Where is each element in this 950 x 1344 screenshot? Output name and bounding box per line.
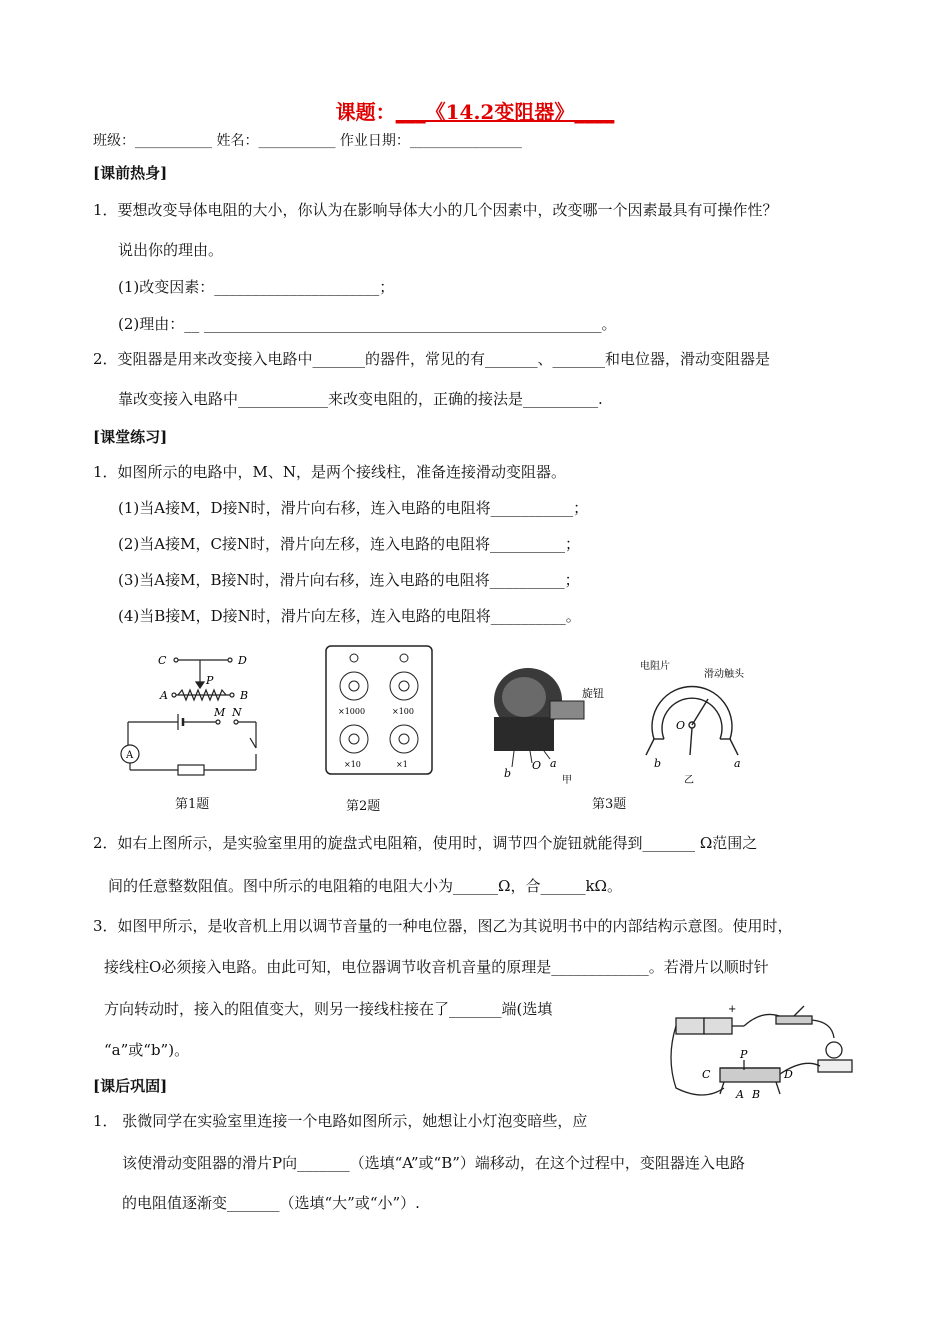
warmup-q1-line2: 说出你的理由。: [118, 241, 224, 259]
fig1-caption: 第1题: [175, 797, 210, 812]
fig2-label-x100: ×100: [392, 707, 414, 716]
classwork-q1-c: (3)当A接M，B接N时，滑片向右移，连入电路的电阻将__________；: [118, 571, 580, 589]
fig2-label-x10: ×10: [344, 760, 361, 769]
homework-q1-line2: 该使滑动变阻器的滑片P向_______（选填“A”或“B”）端移动，在这个过程中，变阻器连入电路: [122, 1154, 745, 1172]
fig3-label-piece: 电阻片: [640, 661, 670, 672]
fig3-label-a: a: [550, 757, 557, 770]
fig3-label-yi: 乙: [684, 775, 694, 785]
fig1-label-B: B: [240, 689, 249, 702]
classwork-q3-line3: 方向转动时，接入的阻值变大，则另一接线柱接在了_______端(选填: [104, 1000, 553, 1018]
warmup-q2-line1: 2．变阻器是用来改变接入电路中_______的器件，常见的有_______、_______和电位器，滑动变阻器是: [93, 350, 771, 368]
classwork-q3-line4: “a”或“b”)。: [104, 1041, 190, 1059]
warmup-q1-b: (2)理由：__ _____________________________________________________。: [118, 315, 617, 333]
classwork-q3-line1: 3．如图甲所示，是收音机上用以调节音量的一种电位器，图乙为其说明书中的内部结构示意图。使用时，: [93, 917, 793, 935]
fig1-label-A: A: [160, 689, 168, 702]
fig2-caption: 第2题: [346, 799, 381, 814]
section-warmup-heading: [课前热身]: [93, 164, 168, 182]
hw-fig-label-B: B: [752, 1088, 761, 1101]
section-homework-heading: [课后巩固]: [93, 1077, 168, 1095]
classwork-q1-b: (2)当A接M，C接N时，滑片向左移，连入电路的电阻将__________；: [118, 535, 581, 553]
student-info-line: 班级：___________ 姓名：___________ 作业日期：________________: [93, 133, 522, 149]
title-main: ___《14.2变阻器》____: [395, 100, 615, 124]
fig1-ammeter-label: A: [126, 750, 134, 761]
warmup-q2-line2: 靠改变接入电路中____________来改变电阻的，正确的接法是__________.: [118, 390, 603, 408]
fig3-label-jia: 甲: [562, 775, 572, 785]
title-prefix: 课题：: [335, 100, 396, 124]
classwork-q1-d: (4)当B接M，D接N时，滑片向左移，连入电路的电阻将__________。: [118, 607, 581, 625]
homework-q1-line3: 的电阻值逐渐变_______（选填“大”或“小”）.: [122, 1194, 420, 1212]
fig2-resistance-box: [324, 644, 434, 776]
hw-fig-label-D: D: [784, 1068, 793, 1081]
fig3-potentiometer: [484, 655, 780, 785]
page-title: [0, 96, 950, 125]
section-classwork-heading: [课堂练习]: [93, 428, 168, 446]
fig3-label-knob: 旋钮: [582, 687, 604, 700]
warmup-q1-line1: 1．要想改变导体电阻的大小，你认为在影响导体大小的几个因素中，改变哪一个因素最具有可操作性？: [93, 201, 778, 219]
warmup-q1-a: (1)改变因素：______________________；: [118, 278, 395, 296]
fig3-label-b2: b: [654, 757, 662, 770]
fig3-diagram-yi: [646, 687, 738, 755]
fig3-label-a2: a: [734, 757, 741, 770]
classwork-q2-line1: 2．如右上图所示，是实验室里用的旋盘式电阻箱，使用时，调节四个旋钮就能得到_______ Ω范围之: [93, 834, 758, 852]
fig1-label-M: M: [214, 706, 226, 719]
classwork-q2-line2: 间的任意整数阻值。图中所示的电阻箱的电阻大小为______Ω，合______kΩ。: [108, 877, 622, 895]
fig3-label-O: O: [532, 759, 542, 772]
fig3-photo-jia: [494, 668, 584, 767]
fig1-label-P: P: [206, 674, 214, 687]
fig1-label-N: N: [232, 706, 242, 719]
classwork-q1-a: (1)当A接M，D接N时，滑片向右移，连入电路的电阻将___________；: [118, 499, 589, 517]
fig2-label-x1: ×1: [396, 760, 408, 769]
homework-circuit-figure: [664, 998, 864, 1106]
fig3-caption: 第3题: [592, 797, 627, 812]
classwork-q3-line2: 接线柱O必须接入电路。由此可知，电位器调节收音机音量的原理是_____________。若滑片以顺时针: [104, 958, 769, 976]
hw-fig-label-P: P: [740, 1048, 748, 1061]
hw-fig-label-A: A: [736, 1088, 744, 1101]
fig1-circuit-diagram: [118, 650, 268, 780]
fig3-label-b: b: [504, 767, 512, 780]
classwork-q1-intro: 1．如图所示的电路中，M、N，是两个接线柱，准备连接滑动变阻器。: [93, 463, 567, 481]
fig2-label-x1000: ×1000: [338, 707, 366, 716]
hw-fig-label-C: C: [702, 1068, 711, 1081]
fig3-label-O2: O: [676, 719, 686, 732]
fig1-label-C: C: [158, 654, 167, 667]
fig1-label-D: D: [238, 654, 247, 667]
fig3-label-slider: 滑动触头: [704, 669, 744, 680]
homework-q1-line1: 1． 张微同学在实验室里连接一个电路如图所示，她想让小灯泡变暗些，应: [93, 1112, 588, 1130]
hw-fig-plus: +: [728, 1004, 737, 1015]
